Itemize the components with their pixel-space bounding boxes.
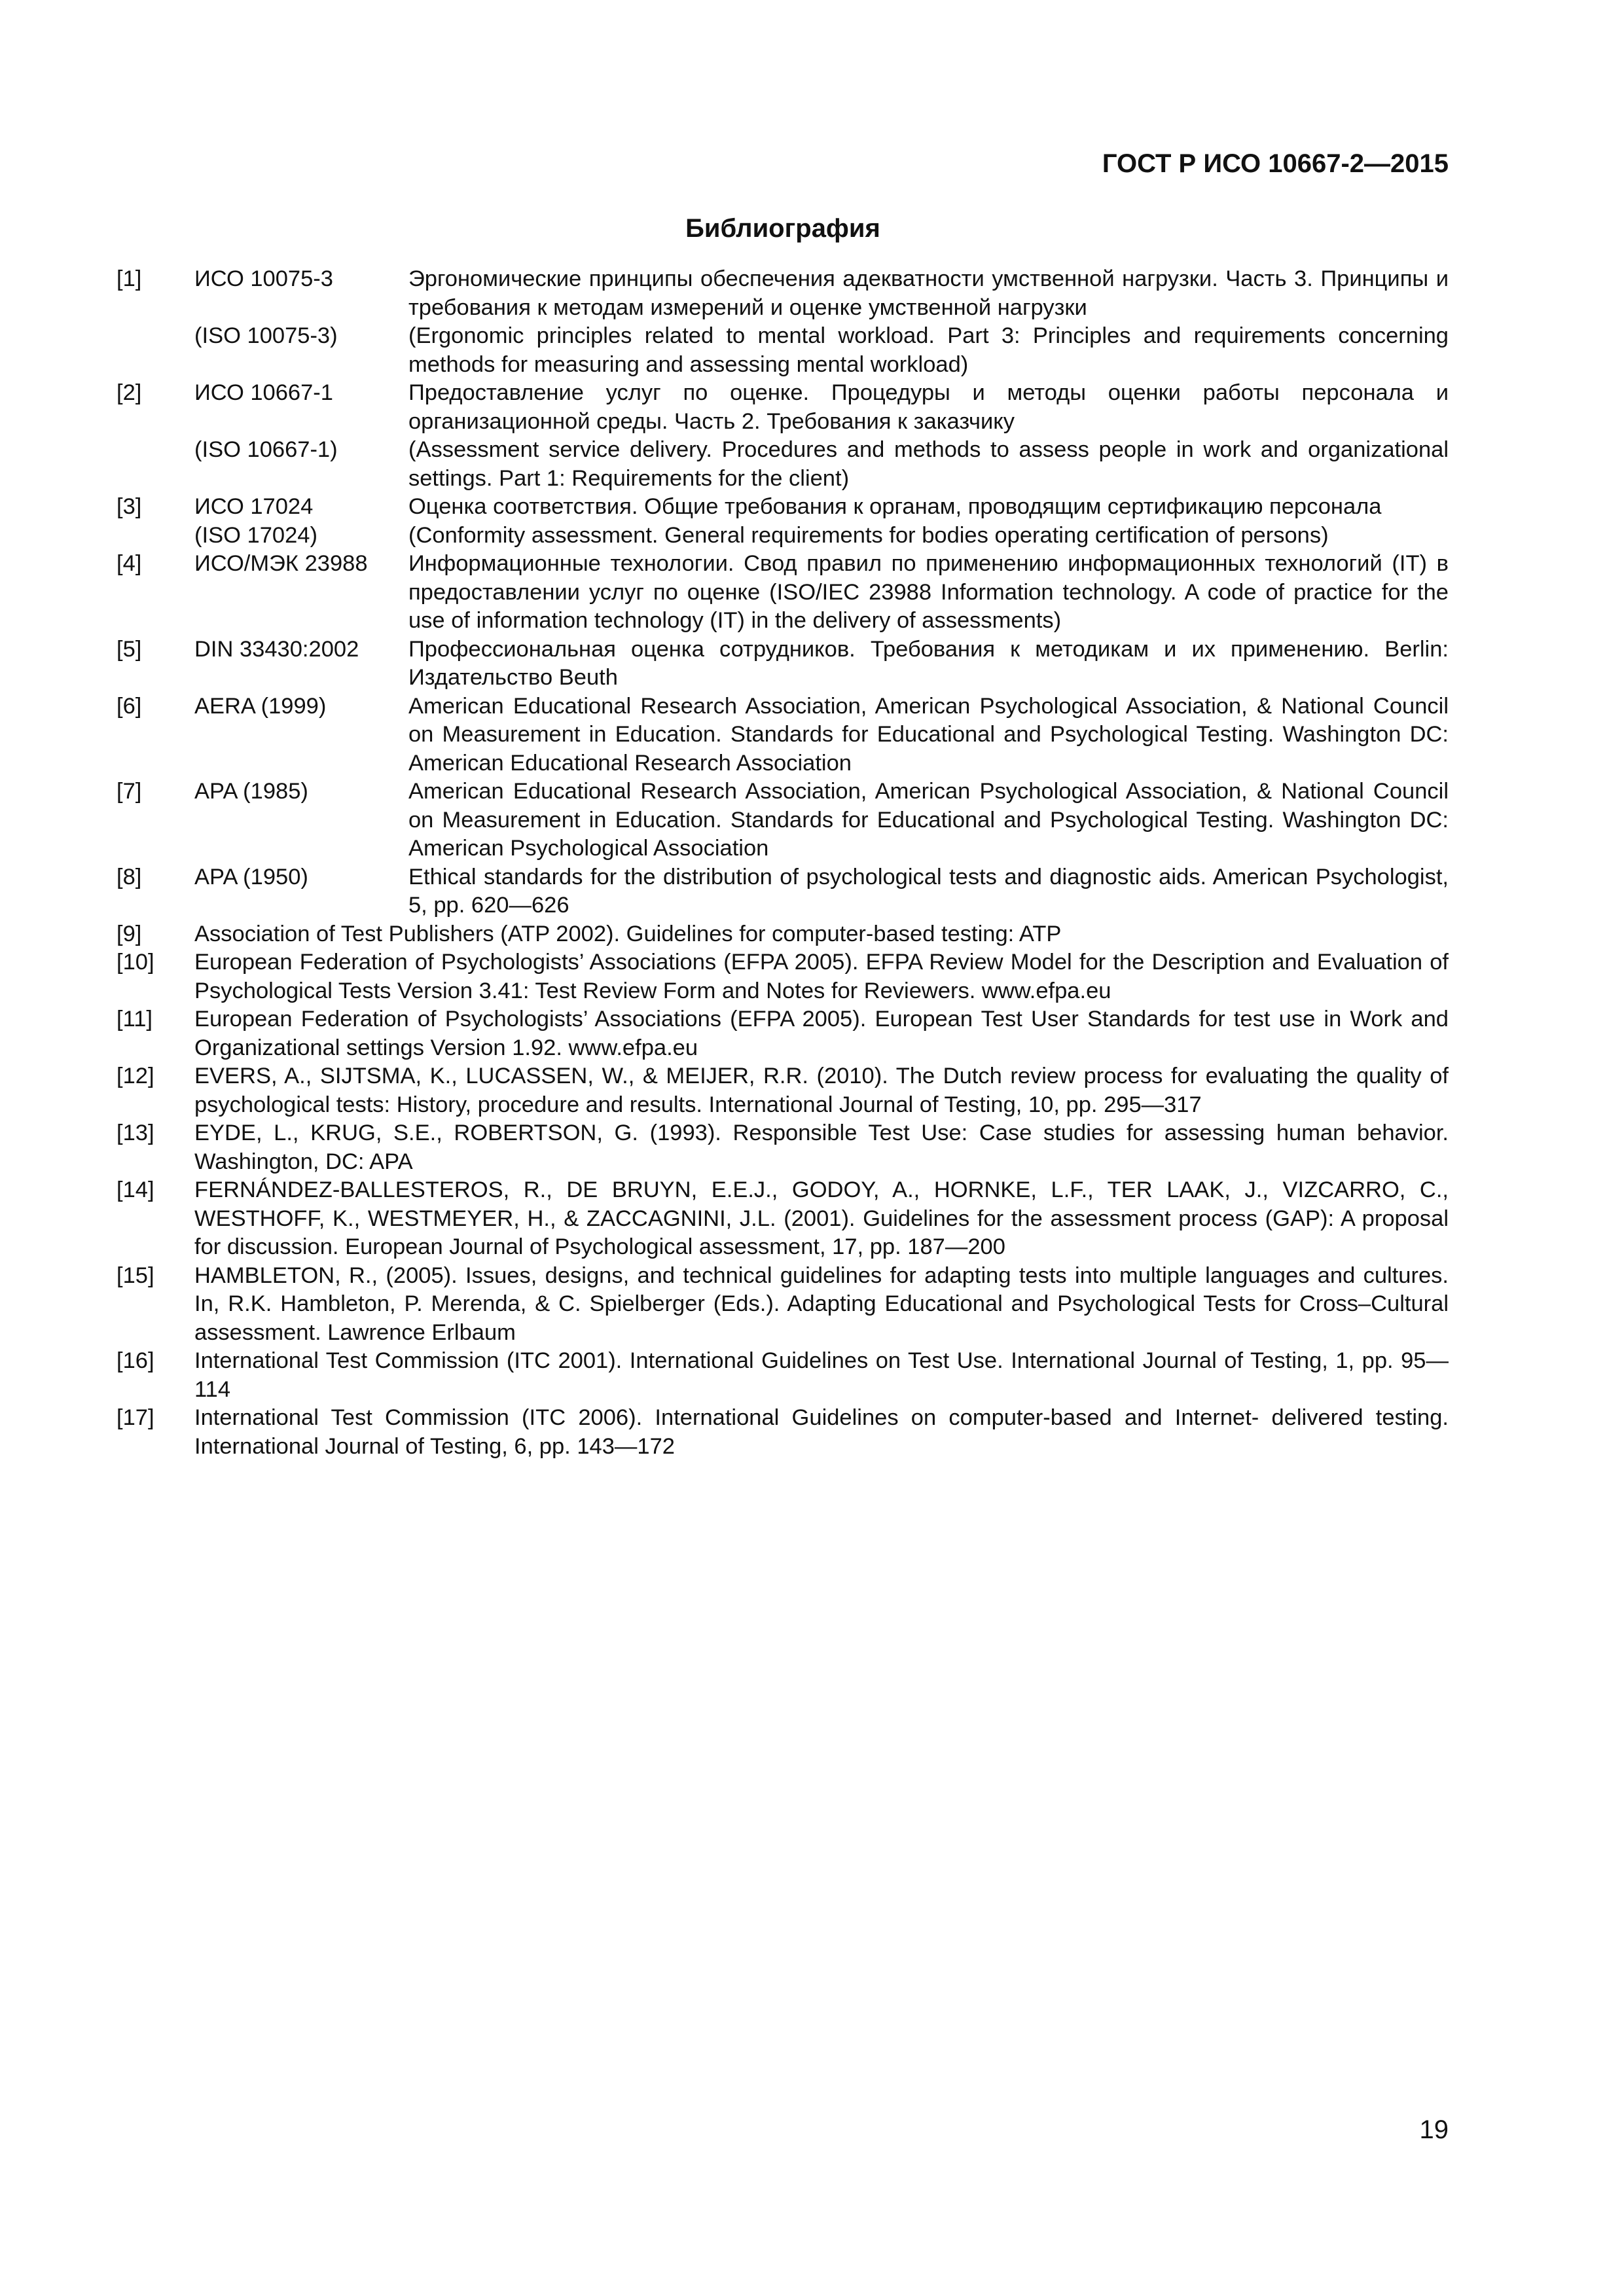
entry-text: Association of Test Publishers (ATP 2002). Guidelines for computer-based testing: ATP xyxy=(194,921,1062,946)
entry-number xyxy=(117,522,194,550)
bibliography-entry xyxy=(117,1262,1449,1348)
entry-number: [4] xyxy=(117,551,142,576)
entry-text: International Test Commission (ITC 2006). International Guidelines on computer-based and Internet- delivered testing. International Journal of Testing, 6, pp. 143—172 xyxy=(194,1405,1449,1459)
entry-code: ИСО 10075-3 xyxy=(194,266,333,291)
entry-code: APA (1985) xyxy=(194,779,308,804)
bibliography-entry xyxy=(117,1347,1449,1404)
entry-number xyxy=(117,322,194,379)
bibliography-entry xyxy=(117,265,1449,322)
entry-text: HAMBLETON, R., (2005). Issues, designs, and technical guidelines for adapting tests into multiple languages and cultures. In, R.K. Hambleton, P. Merenda, & C. Spielberger (Eds.). Adapting Educational and Psychological Tests for Cross–Cultural assessment. Lawrence Erlbaum xyxy=(194,1263,1449,1345)
entry-text: American Educational Research Association, American Psychological Association, & National Council on Measurement in Education. Standards for Educational and Psychological Testing. Washington DC: American Educational Research Association xyxy=(408,693,1449,776)
entry-text: Ethical standards for the distribution of psychological tests and diagnostic aids. American Psychologist, 5, pp. 620—626 xyxy=(408,864,1449,918)
bibliography-entry xyxy=(117,863,1449,920)
entry-number: [6] xyxy=(117,693,142,719)
bibliography-entry xyxy=(117,550,1449,636)
entry-text: (Ergonomic principles related to mental workload. Part 3: Principles and requirements concerning methods for measuring and assessing mental workload) xyxy=(408,323,1449,377)
bibliography-entry xyxy=(117,522,1449,550)
entry-code: APA (1950) xyxy=(194,864,308,889)
entry-number: [13] xyxy=(117,1121,154,1145)
bibliography-entry xyxy=(117,379,1449,436)
entry-text: (Assessment service delivery. Procedures and methods to assess people in work and organizational settings. Part 1: Requirements for the client) xyxy=(408,437,1449,491)
bibliography-entry xyxy=(117,920,1449,949)
bibliography-entry xyxy=(117,436,1449,493)
entry-number: [15] xyxy=(117,1263,154,1288)
entry-text: European Federation of Psychologists’ Associations (EFPA 2005). EFPA Review Model for the Description and Evaluation of Psychological Tests Version 3.41: Test Review Form and Notes for Reviewers. www.efpa.eu xyxy=(194,950,1449,1003)
entry-number: [12] xyxy=(117,1064,154,1088)
entry-number: [16] xyxy=(117,1348,154,1373)
entry-text: Эргономические принципы обеспечения адекватности умственной нагрузки. Часть 3. Принципы и требования к методам измерений и оценке умственной нагрузки xyxy=(408,266,1449,320)
entry-code: (ISO 10667-1) xyxy=(194,437,338,462)
bibliography-entry xyxy=(117,1005,1449,1062)
entry-text: International Test Commission (ITC 2001). International Guidelines on Test Use. International Journal of Testing, 1, pp. 95—114 xyxy=(194,1348,1449,1402)
entry-code: ИСО 10667-1 xyxy=(194,380,333,405)
entry-number: [9] xyxy=(117,921,142,946)
entry-text: Профессиональная оценка сотрудников. Требования к методикам и их применению. Berlin: Издательство Beuth xyxy=(408,636,1449,690)
entry-text: American Educational Research Association, American Psychological Association, & National Council on Measurement in Education. Standards for Educational and Psychological Testing. Washington DC: American Psychological Association xyxy=(408,779,1449,861)
entry-number xyxy=(117,436,194,493)
entry-text: Предоставление услуг по оценке. Процедуры и методы оценки работы персонала и организационной среды. Часть 2. Требования к заказчику xyxy=(408,380,1449,434)
entry-text: Оценка соответствия. Общие требования к органам, проводящим сертификацию персонала xyxy=(408,494,1382,519)
entry-number: [3] xyxy=(117,494,142,519)
entry-text: European Federation of Psychologists’ Associations (EFPA 2005). European Test User Standards for test use in Work and Organizational settings Version 1.92. www.efpa.eu xyxy=(194,1007,1449,1060)
entry-number: [8] xyxy=(117,864,142,889)
entry-code: (ISO 17024) xyxy=(194,522,317,548)
page-number: 19 xyxy=(1419,2115,1449,2144)
entry-number: [17] xyxy=(117,1405,154,1430)
entry-code: (ISO 10075-3) xyxy=(194,323,338,348)
bibliography-entry xyxy=(117,322,1449,379)
bibliography-entry xyxy=(117,636,1449,692)
page-title: Библиография xyxy=(685,214,880,243)
entry-code: AERA (1999) xyxy=(194,693,327,719)
bibliography-entry xyxy=(117,1404,1449,1461)
bibliography-entry xyxy=(117,1119,1449,1176)
entry-code: DIN 33430:2002 xyxy=(194,636,359,662)
bibliography-entry xyxy=(117,778,1449,863)
bibliography-entry xyxy=(117,1062,1449,1119)
bibliography-entry xyxy=(117,692,1449,778)
entry-text: EYDE, L., KRUG, S.E., ROBERTSON, G. (1993). Responsible Test Use: Case studies for assessing human behavior. Washington, DC: APA xyxy=(194,1121,1449,1174)
standard-designation: ГОСТ Р ИСО 10667-2—2015 xyxy=(1102,149,1449,178)
entry-text: FERNÁNDEZ-BALLESTEROS, R., DE BRUYN, E.E.J., GODOY, A., HORNKE, L.F., TER LAAK, J., VIZCARRO, C., WESTHOFF, K., WESTMEYER, H., & ZACCAGNINI, J.L. (2001). Guidelines for the assessment process (GAP): A proposal for discussion. European Journal of Psychological assessment, 17, pp. 187—200 xyxy=(194,1177,1449,1259)
bibliography-entry xyxy=(117,493,1449,522)
bibliography-list xyxy=(117,265,1449,1461)
entry-text: Информационные технологии. Свод правил по применению информационных технологий (IT) в предоставлении услуг по оценке (ISO/IEC 23988 Information technology. A code of practice for the use of information technology (IT) in the delivery of assessments) xyxy=(408,551,1449,633)
entry-number: [1] xyxy=(117,266,142,291)
bibliography-entry xyxy=(117,1176,1449,1262)
entry-text: EVERS, A., SIJTSMA, K., LUCASSEN, W., & MEIJER, R.R. (2010). The Dutch review process for evaluating the quality of psychological tests: History, procedure and results. International Journal of Testing, 10, pp. 295—317 xyxy=(194,1064,1449,1117)
entry-number: [2] xyxy=(117,380,142,405)
entry-code: ИСО 17024 xyxy=(194,494,314,519)
entry-number: [14] xyxy=(117,1177,154,1202)
entry-number: [11] xyxy=(117,1007,153,1031)
entry-number: [10] xyxy=(117,950,154,975)
entry-code: ИСО/МЭК 23988 xyxy=(194,551,368,576)
entry-number: [5] xyxy=(117,636,142,662)
entry-number: [7] xyxy=(117,779,142,804)
bibliography-entry xyxy=(117,948,1449,1005)
entry-text: (Conformity assessment. General requirements for bodies operating certification of persons) xyxy=(408,522,1329,548)
